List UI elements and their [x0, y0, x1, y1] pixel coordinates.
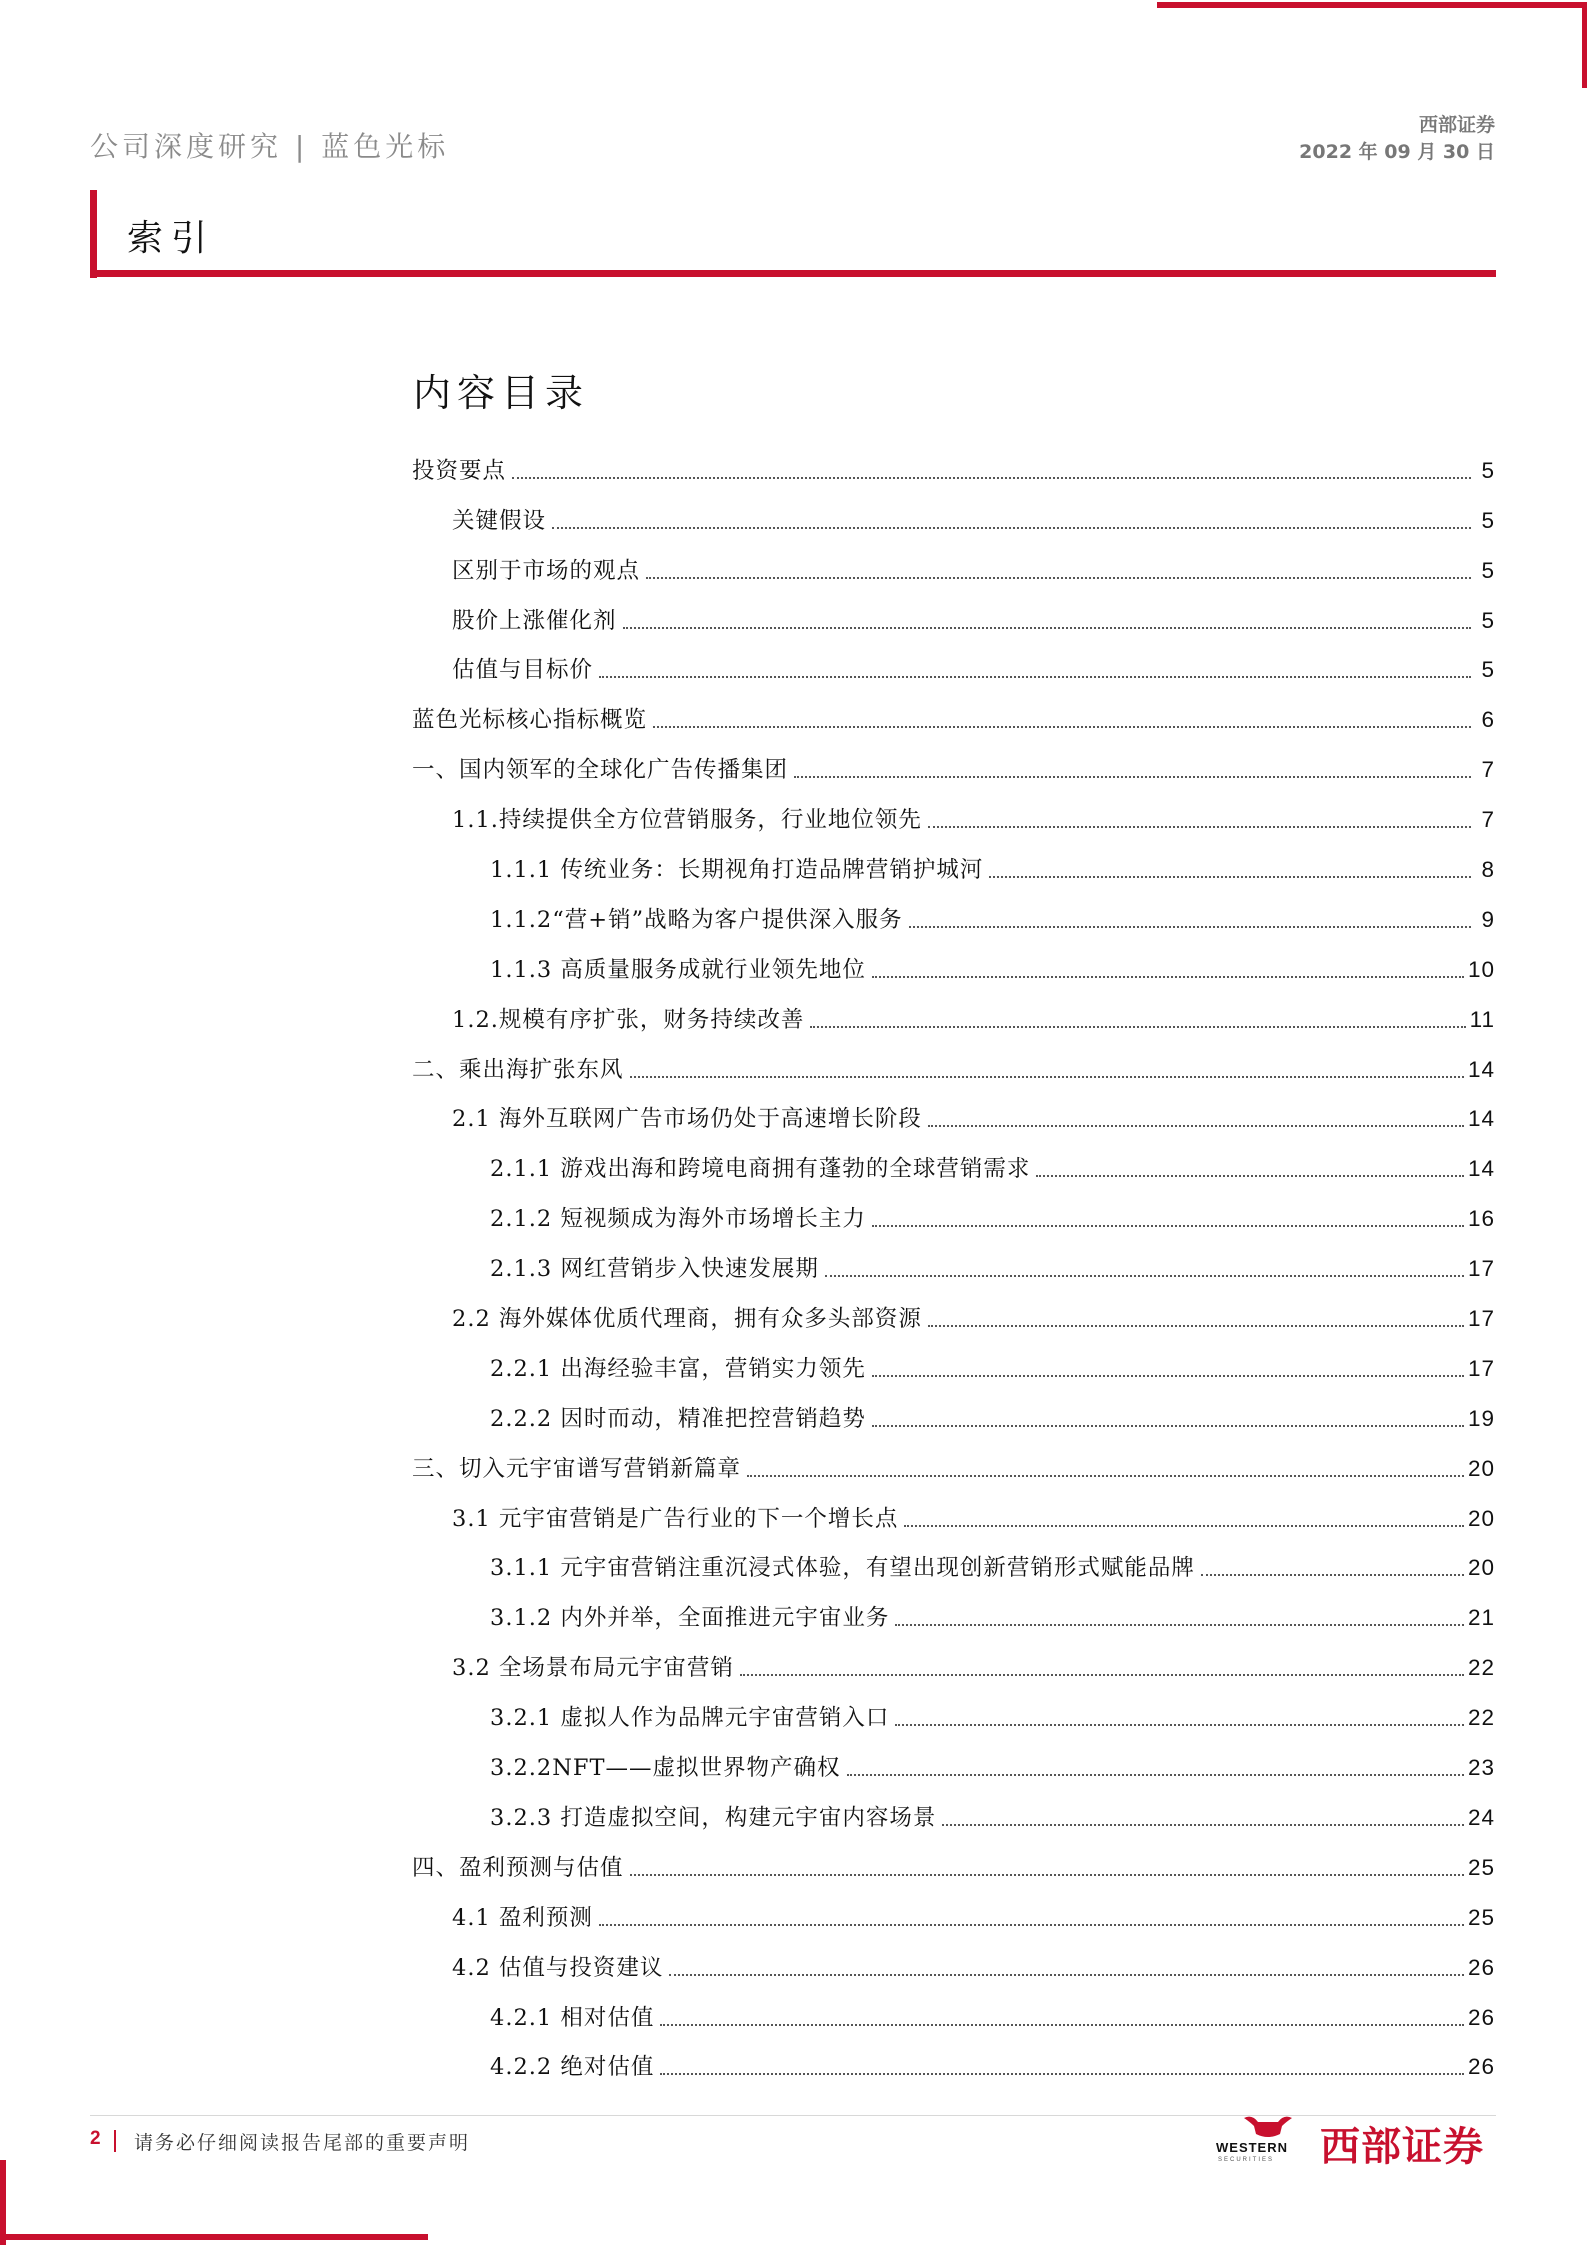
- toc-entry[interactable]: [412, 536, 1495, 586]
- toc-entry-title: 股价上涨催化剂: [452, 607, 617, 634]
- toc-entry[interactable]: [412, 1833, 1495, 1883]
- toc-entry[interactable]: [412, 985, 1495, 1035]
- toc-dot-leader: [653, 726, 1471, 728]
- toc-entry-page: 17: [1467, 1306, 1495, 1332]
- toc-entry-page: 17: [1467, 1256, 1495, 1282]
- toc-entry[interactable]: [412, 486, 1495, 536]
- section-title: 索引: [127, 218, 216, 259]
- toc-dot-leader: [810, 1026, 1465, 1028]
- toc-entry-title: 四、盈利预测与估值: [412, 1854, 624, 1881]
- toc-entry-page: 8: [1481, 857, 1495, 883]
- toc-entry-title: 2.1 海外互联网广告市场仍处于高速增长阶段: [452, 1106, 922, 1133]
- toc-dot-leader: [928, 826, 1471, 828]
- toc-entry[interactable]: [412, 1783, 1495, 1833]
- toc-entry[interactable]: [412, 1134, 1495, 1184]
- toc-entry[interactable]: [412, 835, 1495, 885]
- toc-dot-leader: [660, 2073, 1464, 2075]
- toc-entry-title: 蓝色光标核心指标概览: [412, 707, 648, 734]
- section-title-red-marker: [90, 190, 97, 278]
- toc-entry[interactable]: [412, 1733, 1495, 1783]
- footer-disclaimer: 请务必仔细阅读报告尾部的重要声明: [134, 2132, 471, 2154]
- toc-entry-title: 3.1.2 内外并举，全面推进元宇宙业务: [490, 1605, 890, 1632]
- toc-entry[interactable]: [412, 785, 1495, 835]
- toc-entry-title: 4.2 估值与投资建议: [452, 1954, 664, 1981]
- toc-entry-page: 17: [1467, 1355, 1495, 1381]
- toc-entry[interactable]: [412, 1184, 1495, 1234]
- top-right-red-vertical: [1582, 2, 1587, 88]
- toc-entry-page: 7: [1481, 807, 1495, 833]
- toc-dot-leader: [747, 1475, 1464, 1477]
- toc-entry-page: 5: [1481, 457, 1495, 483]
- toc-dot-leader: [928, 1125, 1464, 1127]
- footer-separator: [114, 2130, 116, 2152]
- toc-entry-title: 1.2.规模有序扩张，财务持续改善: [452, 1006, 805, 1033]
- toc-entry-page: 14: [1467, 1106, 1495, 1132]
- toc-entry-title: 2.2.1 出海经验丰富，营销实力领先: [490, 1355, 866, 1382]
- logo-chinese-text: 西部证券: [1320, 2124, 1484, 2170]
- toc-entry-title: 3.1.1 元宇宙营销注重沉浸式体验，有望出现创新营销形式赋能品牌: [490, 1555, 1195, 1582]
- toc-dot-leader: [904, 1525, 1464, 1527]
- toc-entry[interactable]: [412, 1683, 1495, 1733]
- toc-entry[interactable]: [412, 935, 1495, 985]
- toc-entry[interactable]: [412, 1384, 1495, 1434]
- toc-entry-page: 26: [1467, 2004, 1495, 2030]
- toc-dot-leader: [740, 1674, 1464, 1676]
- top-red-bar: [1157, 2, 1587, 8]
- toc-entry-title: 4.2.2 绝对估值: [490, 2054, 655, 2081]
- toc-entry[interactable]: [412, 1534, 1495, 1584]
- footer-page-number: 2: [90, 2128, 101, 2149]
- toc-entry[interactable]: [412, 735, 1495, 785]
- toc-entry-title: 一、国内领军的全球化广告传播集团: [412, 757, 789, 784]
- toc-dot-leader: [872, 1425, 1464, 1427]
- toc-entry[interactable]: [412, 436, 1495, 486]
- toc-entry[interactable]: [412, 1484, 1495, 1534]
- toc-dot-leader: [512, 477, 1471, 479]
- toc-entry-page: 24: [1467, 1804, 1495, 1830]
- toc-entry-title: 估值与目标价: [452, 657, 594, 684]
- toc-entry-title: 1.1.3 高质量服务成就行业领先地位: [490, 956, 866, 983]
- toc-dot-leader: [825, 1275, 1464, 1277]
- toc-dot-leader: [623, 627, 1471, 629]
- toc-dot-leader: [599, 1924, 1464, 1926]
- toc-entry-page: 11: [1469, 1006, 1495, 1032]
- toc-entry-title: 投资要点: [412, 457, 507, 484]
- toc-entry-page: 26: [1467, 2054, 1495, 2080]
- toc-entry-title: 1.1.2“营+销”战略为客户提供深入服务: [490, 906, 903, 933]
- bottom-left-red-vertical: [0, 2160, 6, 2245]
- toc-entry-title: 关键假设: [452, 507, 547, 534]
- toc-entry-page: 20: [1467, 1505, 1495, 1531]
- toc-dot-leader: [872, 1225, 1464, 1227]
- toc-entry-page: 5: [1481, 657, 1495, 683]
- toc-dot-leader: [989, 876, 1471, 878]
- bull-logo-icon: [1240, 2112, 1296, 2140]
- toc-entry-title: 1.1.持续提供全方位营销服务，行业地位领先: [452, 807, 922, 834]
- logo-english-text: WESTERN: [1216, 2140, 1288, 2155]
- toc-entry[interactable]: [412, 586, 1495, 636]
- toc-heading: 内容目录: [413, 371, 590, 415]
- toc-entry[interactable]: [412, 1583, 1495, 1633]
- toc-entry-page: 6: [1481, 707, 1495, 733]
- toc-entry-title: 2.2 海外媒体优质代理商，拥有众多头部资源: [452, 1306, 922, 1333]
- header-company-name: 西部证券: [1418, 114, 1495, 136]
- toc-entry[interactable]: [412, 1633, 1495, 1683]
- toc-entry-title: 2.1.1 游戏出海和跨境电商拥有蓬勃的全球营销需求: [490, 1156, 1031, 1183]
- toc-dot-leader: [669, 1974, 1464, 1976]
- toc-entry[interactable]: [412, 2033, 1495, 2083]
- toc-dot-leader: [660, 2024, 1464, 2026]
- toc-entry-page: 25: [1467, 1904, 1495, 1930]
- toc-entry-page: 16: [1467, 1206, 1495, 1232]
- toc-dot-leader: [630, 1076, 1464, 1078]
- toc-dot-leader: [942, 1824, 1464, 1826]
- toc-entry-page: 5: [1481, 607, 1495, 633]
- toc-dot-leader: [1036, 1175, 1464, 1177]
- toc-entry[interactable]: [412, 885, 1495, 935]
- toc-entry[interactable]: [412, 636, 1495, 686]
- toc-entry-page: 25: [1467, 1854, 1495, 1880]
- toc-entry-page: 9: [1481, 906, 1495, 932]
- toc-entry-title: 4.1 盈利预测: [452, 1904, 593, 1931]
- toc-entry[interactable]: [412, 1234, 1495, 1284]
- toc-dot-leader: [646, 577, 1471, 579]
- toc-entry[interactable]: [412, 1434, 1495, 1484]
- toc-entry[interactable]: [412, 1334, 1495, 1384]
- toc-entry[interactable]: [412, 1933, 1495, 1983]
- toc-entry[interactable]: [412, 1284, 1495, 1334]
- toc-entry[interactable]: [412, 1085, 1495, 1135]
- toc-dot-leader: [630, 1874, 1464, 1876]
- toc-dot-leader: [872, 1375, 1464, 1377]
- bottom-red-bar: [0, 2234, 428, 2240]
- toc-entry-title: 区别于市场的观点: [452, 557, 641, 584]
- toc-entry-title: 2.1.3 网红营销步入快速发展期: [490, 1256, 819, 1283]
- toc-dot-leader: [552, 527, 1471, 529]
- table-of-contents: [412, 436, 1495, 2082]
- toc-entry-title: 3.1 元宇宙营销是广告行业的下一个增长点: [452, 1505, 899, 1532]
- report-type-label: 公司深度研究 | 蓝色光标: [90, 130, 450, 163]
- toc-entry-title: 二、乘出海扩张东风: [412, 1056, 624, 1083]
- toc-entry-page: 26: [1467, 1954, 1495, 1980]
- toc-entry-page: 5: [1481, 557, 1495, 583]
- toc-entry-page: 10: [1467, 956, 1495, 982]
- toc-entry[interactable]: [412, 1983, 1495, 2033]
- toc-dot-leader: [794, 776, 1471, 778]
- toc-entry-page: 5: [1481, 507, 1495, 533]
- toc-entry[interactable]: [412, 685, 1495, 735]
- toc-dot-leader: [872, 976, 1464, 978]
- toc-dot-leader: [1201, 1574, 1464, 1576]
- toc-entry-page: 22: [1467, 1705, 1495, 1731]
- toc-entry-title: 三、切入元宇宙谱写营销新篇章: [412, 1455, 742, 1482]
- toc-entry-page: 14: [1467, 1056, 1495, 1082]
- toc-entry-page: 20: [1467, 1455, 1495, 1481]
- toc-entry-title: 4.2.1 相对估值: [490, 2004, 655, 2031]
- toc-dot-leader: [909, 926, 1471, 928]
- toc-dot-leader: [895, 1624, 1464, 1626]
- toc-entry-title: 3.2.1 虚拟人作为品牌元宇宙营销入口: [490, 1705, 890, 1732]
- toc-entry-page: 19: [1467, 1405, 1495, 1431]
- logo-english-subtext: SECURITIES: [1218, 2157, 1275, 2163]
- toc-entry-title: 2.2.2 因时而动，精准把控营销趋势: [490, 1405, 866, 1432]
- toc-entry-title: 3.2.2NFT——虚拟世界物产确权: [490, 1755, 841, 1782]
- toc-dot-leader: [928, 1325, 1464, 1327]
- toc-entry-page: 21: [1467, 1605, 1495, 1631]
- toc-entry-title: 2.1.2 短视频成为海外市场增长主力: [490, 1206, 866, 1233]
- header-date: 2022 年 09 月 30 日: [1299, 141, 1495, 163]
- toc-entry-page: 22: [1467, 1655, 1495, 1681]
- toc-entry[interactable]: [412, 1035, 1495, 1085]
- toc-entry-title: 1.1.1 传统业务：长期视角打造品牌营销护城河: [490, 857, 984, 884]
- toc-entry-page: 20: [1467, 1555, 1495, 1581]
- toc-entry-page: 7: [1481, 757, 1495, 783]
- toc-entry-page: 14: [1467, 1156, 1495, 1182]
- toc-entry-page: 23: [1467, 1755, 1495, 1781]
- toc-entry-title: 3.2.3 打造虚拟空间，构建元宇宙内容场景: [490, 1804, 937, 1831]
- toc-dot-leader: [895, 1724, 1464, 1726]
- header-red-underline: [90, 270, 1496, 277]
- toc-entry-title: 3.2 全场景布局元宇宙营销: [452, 1655, 734, 1682]
- toc-entry[interactable]: [412, 1883, 1495, 1933]
- toc-dot-leader: [847, 1774, 1464, 1776]
- toc-dot-leader: [599, 676, 1471, 678]
